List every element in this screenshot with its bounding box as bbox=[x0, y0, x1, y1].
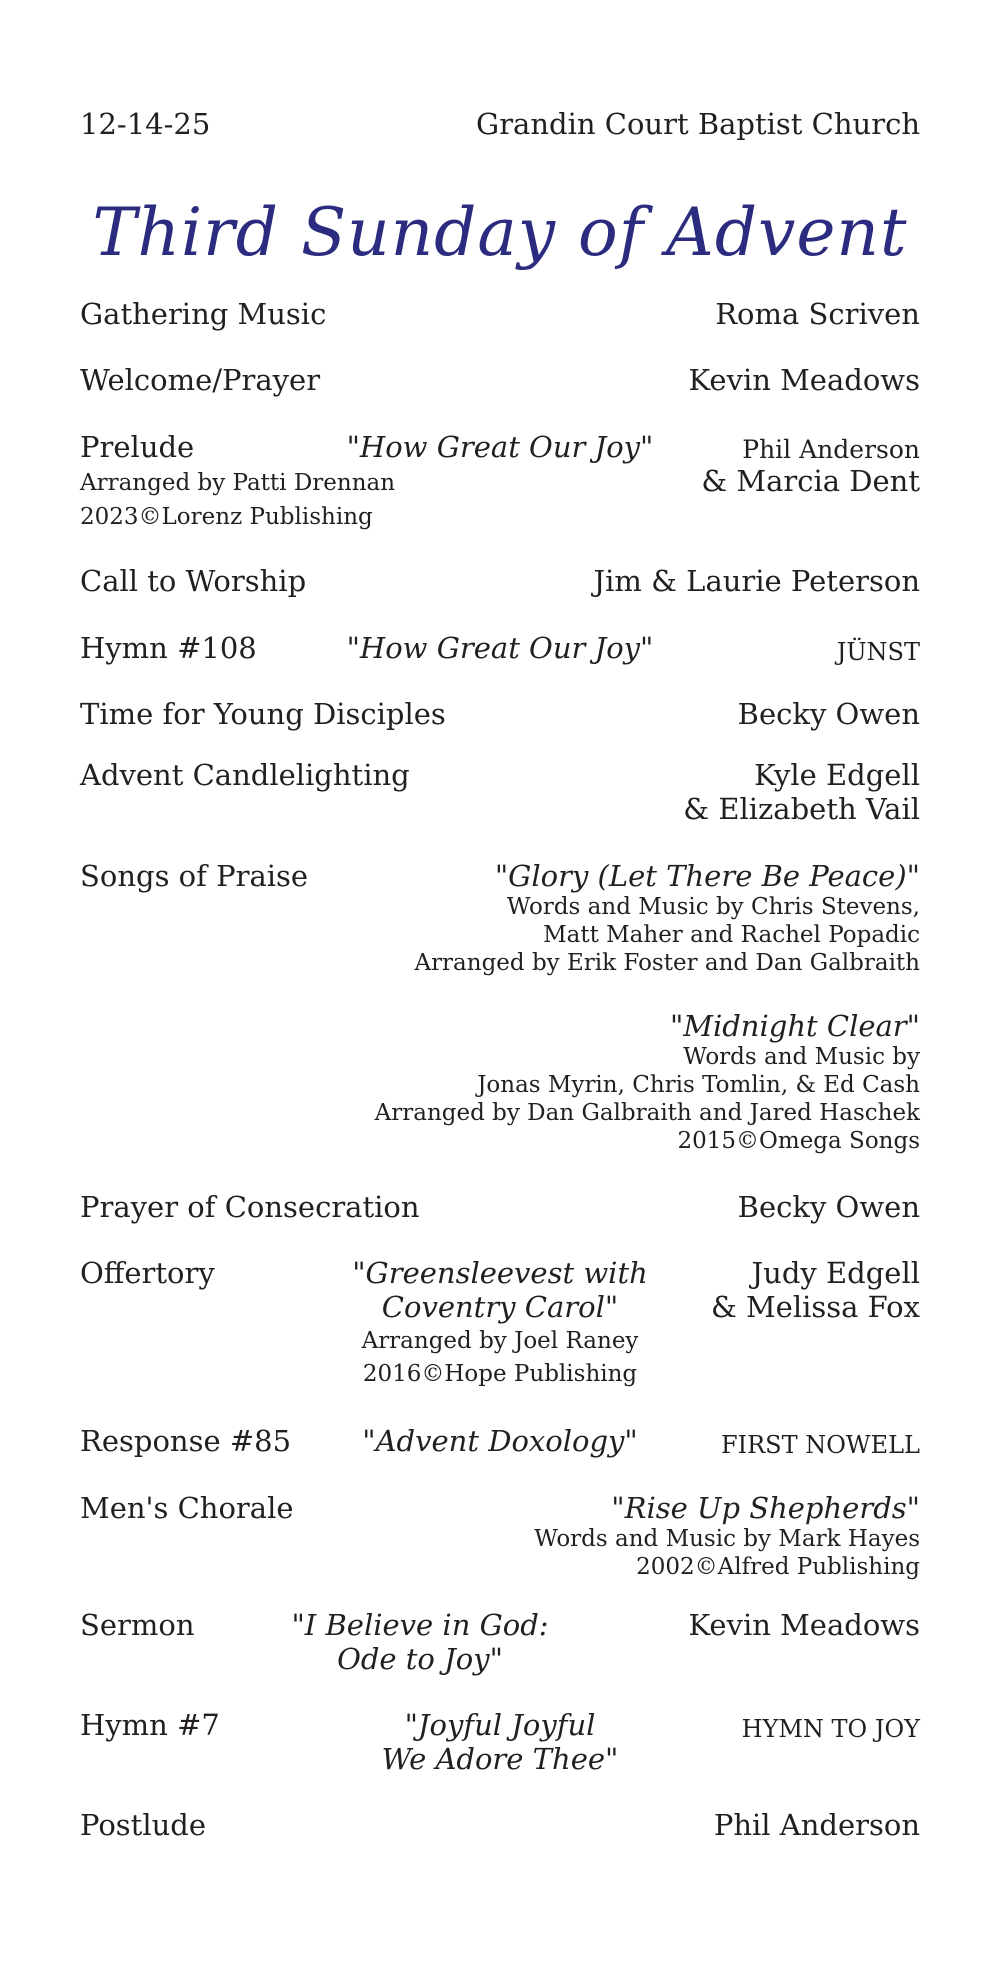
item-postlude-person: Phil Anderson bbox=[713, 1808, 920, 1842]
item-prelude-title: "How Great Our Joy" bbox=[346, 430, 654, 464]
item-candle-person-2: & Elizabeth Vail bbox=[683, 792, 920, 826]
item-hymn108-tune: JÜNST bbox=[836, 638, 920, 666]
item-offertory-title-1: "Greensleevest with bbox=[352, 1256, 648, 1290]
item-prelude-person-2: & Marcia Dent bbox=[701, 464, 920, 498]
item-song2-line-1: Words and Music by bbox=[683, 1044, 920, 1070]
item-hymn108-title: "How Great Our Joy" bbox=[346, 631, 654, 665]
item-response-label: Response #85 bbox=[80, 1424, 292, 1458]
item-offertory-title-2: Coventry Carol" bbox=[381, 1290, 619, 1324]
item-offertory-person-1: Judy Edgell bbox=[751, 1256, 920, 1290]
item-candle-person-1: Kyle Edgell bbox=[754, 758, 920, 792]
item-sermon-title-2: Ode to Joy" bbox=[337, 1642, 503, 1676]
item-hymn7-tune: HYMN TO JOY bbox=[741, 1715, 920, 1743]
item-song1-line-3: Arranged by Erik Foster and Dan Galbraith bbox=[414, 950, 920, 976]
item-hymn7-label: Hymn #7 bbox=[80, 1708, 220, 1742]
item-candle-label: Advent Candlelighting bbox=[80, 758, 410, 792]
item-prelude-credit-1: Arranged by Patti Drennan bbox=[80, 470, 396, 496]
item-offertory-person-2: & Melissa Fox bbox=[710, 1290, 920, 1324]
item-call-person: Jim & Laurie Peterson bbox=[593, 564, 920, 598]
item-chorale-line-2: 2002©Alfred Publishing bbox=[636, 1554, 920, 1580]
item-offertory-label: Offertory bbox=[80, 1256, 215, 1290]
item-hymn7-title-1: "Joyful Joyful bbox=[404, 1708, 596, 1742]
item-offertory-credit-2: 2016©Hope Publishing bbox=[362, 1361, 638, 1387]
item-gathering-label: Gathering Music bbox=[80, 297, 327, 331]
item-consecration-person: Becky Owen bbox=[737, 1190, 920, 1224]
church-name: Grandin Court Baptist Church bbox=[476, 107, 920, 141]
item-offertory-credit-1: Arranged by Joel Raney bbox=[361, 1328, 639, 1354]
item-chorale-label: Men's Chorale bbox=[80, 1491, 294, 1525]
item-response-title: "Advent Doxology" bbox=[362, 1424, 638, 1458]
item-chorale-line-1: Words and Music by Mark Hayes bbox=[534, 1526, 920, 1552]
item-chorale-title: "Rise Up Shepherds" bbox=[611, 1491, 920, 1525]
item-young-person: Becky Owen bbox=[737, 697, 920, 731]
item-sermon-person: Kevin Meadows bbox=[688, 1608, 920, 1642]
item-call-label: Call to Worship bbox=[80, 564, 307, 598]
item-prelude-person-1: Phil Anderson bbox=[742, 435, 920, 464]
bulletin-date: 12-14-25 bbox=[80, 107, 211, 141]
item-songs-label: Songs of Praise bbox=[80, 859, 309, 893]
item-sermon-title-1: "I Believe in God: bbox=[291, 1608, 549, 1642]
item-hymn108-label: Hymn #108 bbox=[80, 631, 257, 665]
item-song2-title: "Midnight Clear" bbox=[669, 1009, 920, 1043]
item-gathering-person: Roma Scriven bbox=[715, 297, 920, 331]
item-sermon-label: Sermon bbox=[80, 1608, 195, 1642]
item-young-label: Time for Young Disciples bbox=[80, 697, 446, 731]
page-title: Third Sunday of Advent bbox=[92, 194, 908, 271]
item-song2-line-3: Arranged by Dan Galbraith and Jared Haschek bbox=[374, 1100, 920, 1126]
item-song2-line-4: 2015©Omega Songs bbox=[677, 1128, 920, 1154]
item-song1-title: "Glory (Let There Be Peace)" bbox=[494, 859, 920, 893]
item-song2-line-2: Jonas Myrin, Chris Tomlin, & Ed Cash bbox=[477, 1072, 920, 1098]
item-song1-line-1: Words and Music by Chris Stevens, bbox=[506, 894, 920, 920]
item-welcome-person: Kevin Meadows bbox=[688, 363, 920, 397]
item-song1-line-2: Matt Maher and Rachel Popadic bbox=[543, 922, 920, 948]
item-welcome-label: Welcome/Prayer bbox=[80, 363, 321, 397]
item-response-tune: FIRST NOWELL bbox=[720, 1431, 920, 1459]
item-postlude-label: Postlude bbox=[80, 1808, 207, 1842]
item-hymn7-title-2: We Adore Thee" bbox=[381, 1742, 619, 1776]
item-prelude-label: Prelude bbox=[80, 430, 195, 464]
item-consecration-label: Prayer of Consecration bbox=[80, 1190, 420, 1224]
item-prelude-credit-2: 2023©Lorenz Publishing bbox=[80, 504, 373, 530]
